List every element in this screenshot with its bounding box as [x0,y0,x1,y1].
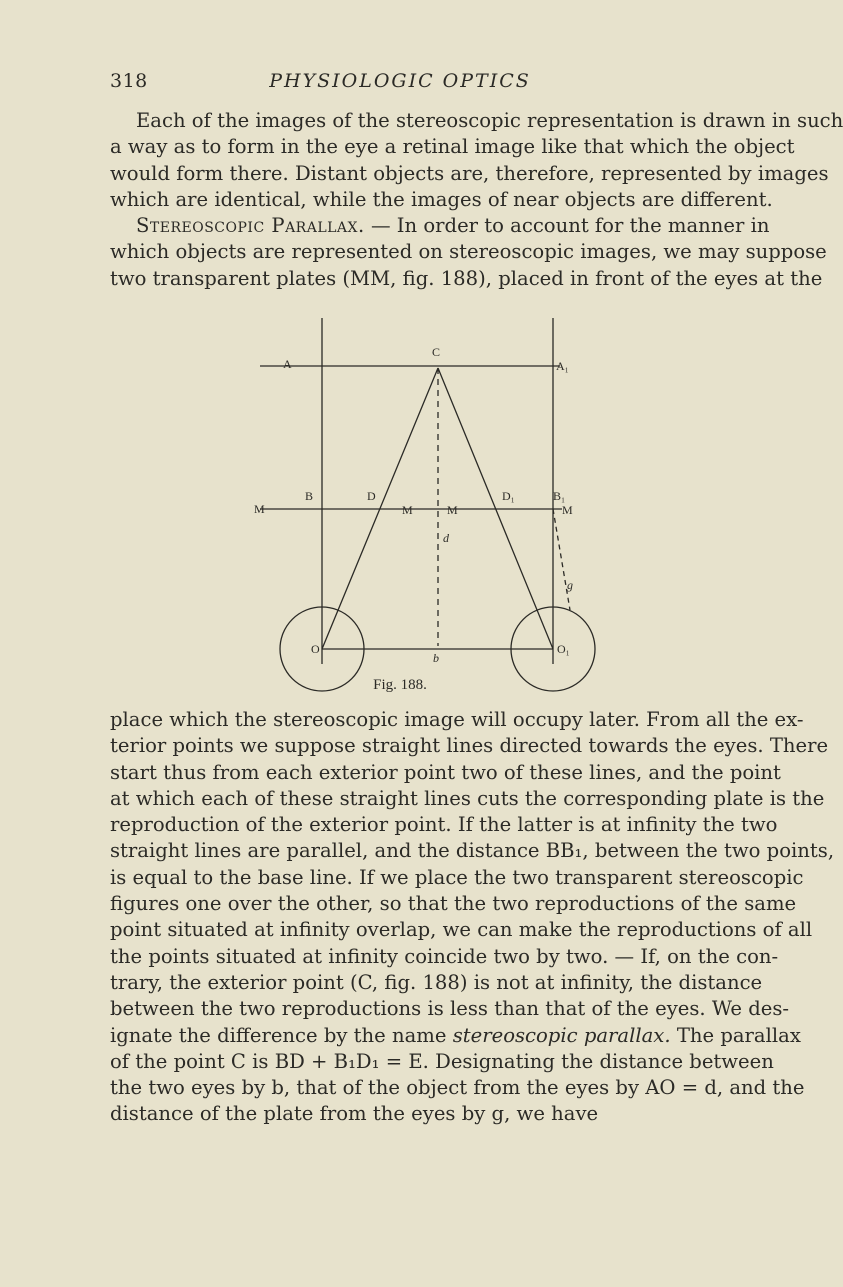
label-d-distance: d [443,531,449,545]
text-line: two transparent plates (MM, fig. 188), placed in front of the eyes at the [110,266,823,290]
label-b-base: b [433,651,439,665]
label-b: B [305,489,314,503]
label-m-mid-left: M [402,503,413,517]
label-o1: O₁ [557,642,570,656]
text-line: is equal to the base line. If we place the two transparent stereoscopic [110,865,804,889]
text-line: place which the stereoscopic image will occupy later. From all the ex- [110,708,804,731]
text-line: Each of the images of the stereoscopic representation is drawn in such [136,109,843,132]
label-d: D [367,489,376,503]
text-line: trary, the exterior point (C, fig. 188) is not at infinity, the distance [110,970,763,994]
text-line: at which each of these straight lines cuts the corresponding plate is the [110,786,825,810]
text-line: the two eyes by b, that of the object from the eyes by AO = d, and the [110,1076,805,1100]
text-line: figures one over the other, so that the two reproductions of the same [110,892,797,916]
text-line [110,213,770,239]
label-a: A [283,357,292,371]
heading-continuation: — In order to account for the manner in [364,214,770,238]
label-g-distance: g [567,578,573,592]
text-line: start thus from each exterior point two of these lines, and the point [110,760,781,784]
text-line: the points situated at infinity coincide two by two. — If, on the con- [110,944,779,968]
figure-caption: Fig. 188. [373,677,427,693]
text-line: of the point C is BD + B₁D₁ = E. Designating the distance between [110,1049,774,1073]
label-b1: B₁ [553,489,566,503]
label-d1: D₁ [502,489,515,503]
paragraph-2 [110,707,835,1128]
text-line: a way as to form in the eye a retinal image like that which the object [110,135,795,159]
figure-188-diagram [250,300,573,700]
label-m-right: M [562,503,573,517]
page-number: 318 [110,70,148,92]
label-m-mid-right: M [447,503,458,517]
text-line: between the two reproductions is less than that of the eyes. We des- [110,997,790,1021]
label-m-left: M [254,502,265,516]
text-line: which objects are represented on stereoscopic images, we may suppose [110,240,827,264]
paragraph-1 [110,108,843,292]
text-line: distance of the plate from the eyes by g, we have [110,1102,599,1126]
label-o: O [311,642,320,656]
text-line: straight lines are parallel, and the distance BB₁, between the two points, [110,839,835,863]
section-heading: Stereoscopic Parallax. [136,214,365,238]
text-line: ignate the difference by the name stereoscopic parallax. The parallax [110,1023,801,1047]
dashed-g-line [553,509,570,610]
text-line: reproduction of the exterior point. If the latter is at infinity the two [110,813,778,837]
text-line: which are identical, while the images of near objects are different. [110,187,773,211]
text-line: point situated at infinity overlap, we can make the reproductions of all [110,918,813,942]
italic-term: stereoscopic parallax. [452,1023,671,1047]
text-line: terior points we suppose straight lines directed towards the eyes. There [110,734,829,758]
running-head: PHYSIOLOGIC OPTICS [269,70,531,92]
text-line: would form there. Distant objects are, therefore, represented by images [110,161,829,185]
label-c: C [432,345,441,359]
label-a1: A₁ [556,359,569,373]
